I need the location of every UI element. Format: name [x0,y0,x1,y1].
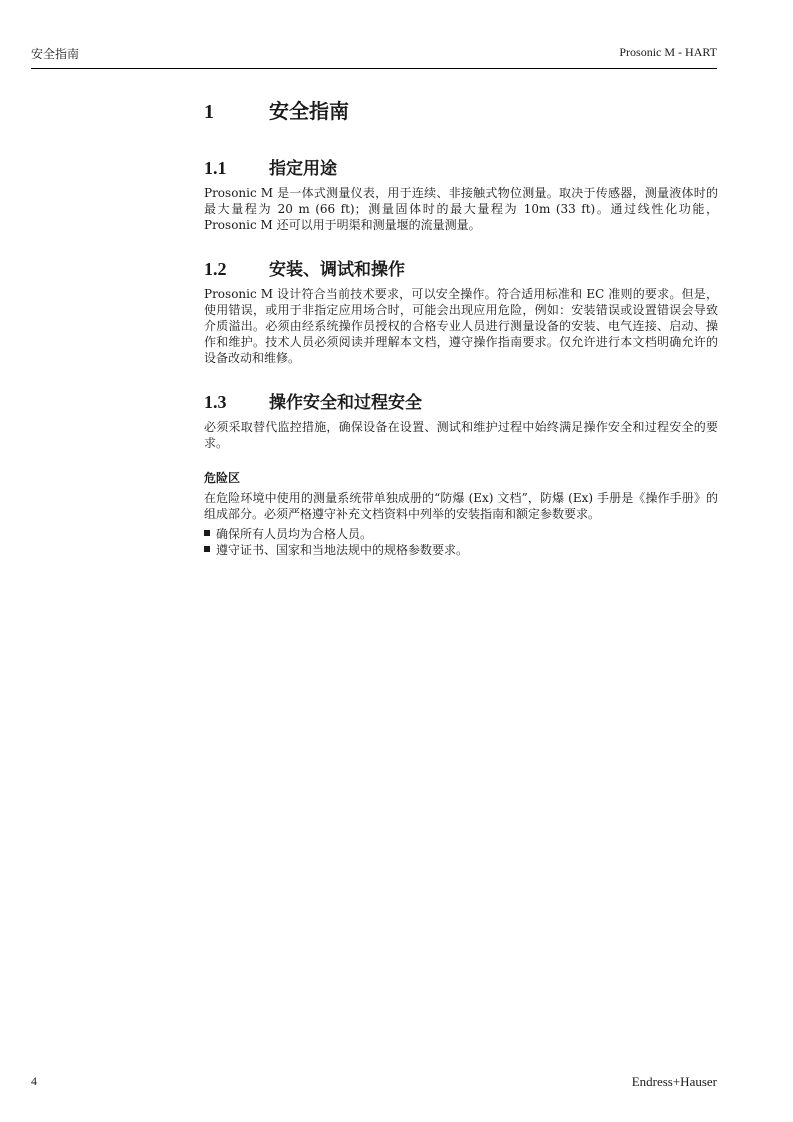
section-title: 操作安全和过程安全 [269,393,422,413]
chapter-number: 1 [204,101,214,123]
header-product-name: Prosonic M - HART [619,45,717,59]
list-item [204,526,718,542]
page-number: 4 [31,1074,37,1088]
section-operational-safety [204,388,718,558]
header-divider [31,68,717,69]
section-number: 1.1 [204,158,227,178]
section-title: 安装、调试和操作 [269,260,405,280]
section-number: 1.2 [204,259,227,279]
list-item-text: 确保所有人员均为合格人员。 [216,527,373,541]
section-installation [204,255,718,366]
section-heading [204,388,718,413]
section-title: 指定用途 [269,159,337,179]
section-heading [204,255,718,280]
square-bullet-icon [204,530,210,536]
page-content [204,95,718,580]
section-number: 1.3 [204,392,227,412]
square-bullet-icon [204,546,210,552]
list-item-text: 遵守证书、国家和当地法规中的规格参数要求。 [216,543,469,557]
section-heading [204,154,718,179]
chapter-heading [204,95,718,124]
chapter-title: 安全指南 [269,99,349,123]
subsection-body: 在危险环境中使用的测量系统带单独成册的“防爆 (Ex) 文档”，防爆 (Ex) 手册是《操作手册》的组成部分。必须严格遵守补充文档资料中列举的安装指南和额定参数要求。 [204,491,718,521]
bullet-list [204,526,718,558]
list-item [204,542,718,558]
section-body: Prosonic M 设计符合当前技术要求，可以安全操作。符合适用标准和 EC 准则的要求。但是，使用错误，或用于非指定应用场合时，可能会出现应用危险，例如：安装错误或设置错误会导致介质溢出。必须由经系统操作员授权的合格专业人员进行测量设备的安装、电气连接、启动、操作和维护。技术人员必须阅读并理解本文档，遵守操作指南要求。仅允许进行本文档明确允许的设备改动和维修。 [204,287,718,365]
brand-name: Endress+Hauser [631,1074,717,1089]
header-section-title: 安全指南 [31,47,80,61]
section-body: 必须采取替代监控措施，确保设备在设置、测试和维护过程中始终满足操作安全和过程安全的要求。 [204,420,718,450]
section-intended-use [204,154,718,233]
section-body: Prosonic M 是一体式测量仪表，用于连续、非接触式物位测量。取决于传感器，测量液体时的最大量程为 20 m (66 ft)；测量固体时的最大量程为 10m (33 ft)。通过线性化功能， Prosonic M 还可以用于明渠和测量堰的流量测量。 [204,186,718,232]
subsection-title-hazardous-area: 危险区 [204,471,241,485]
